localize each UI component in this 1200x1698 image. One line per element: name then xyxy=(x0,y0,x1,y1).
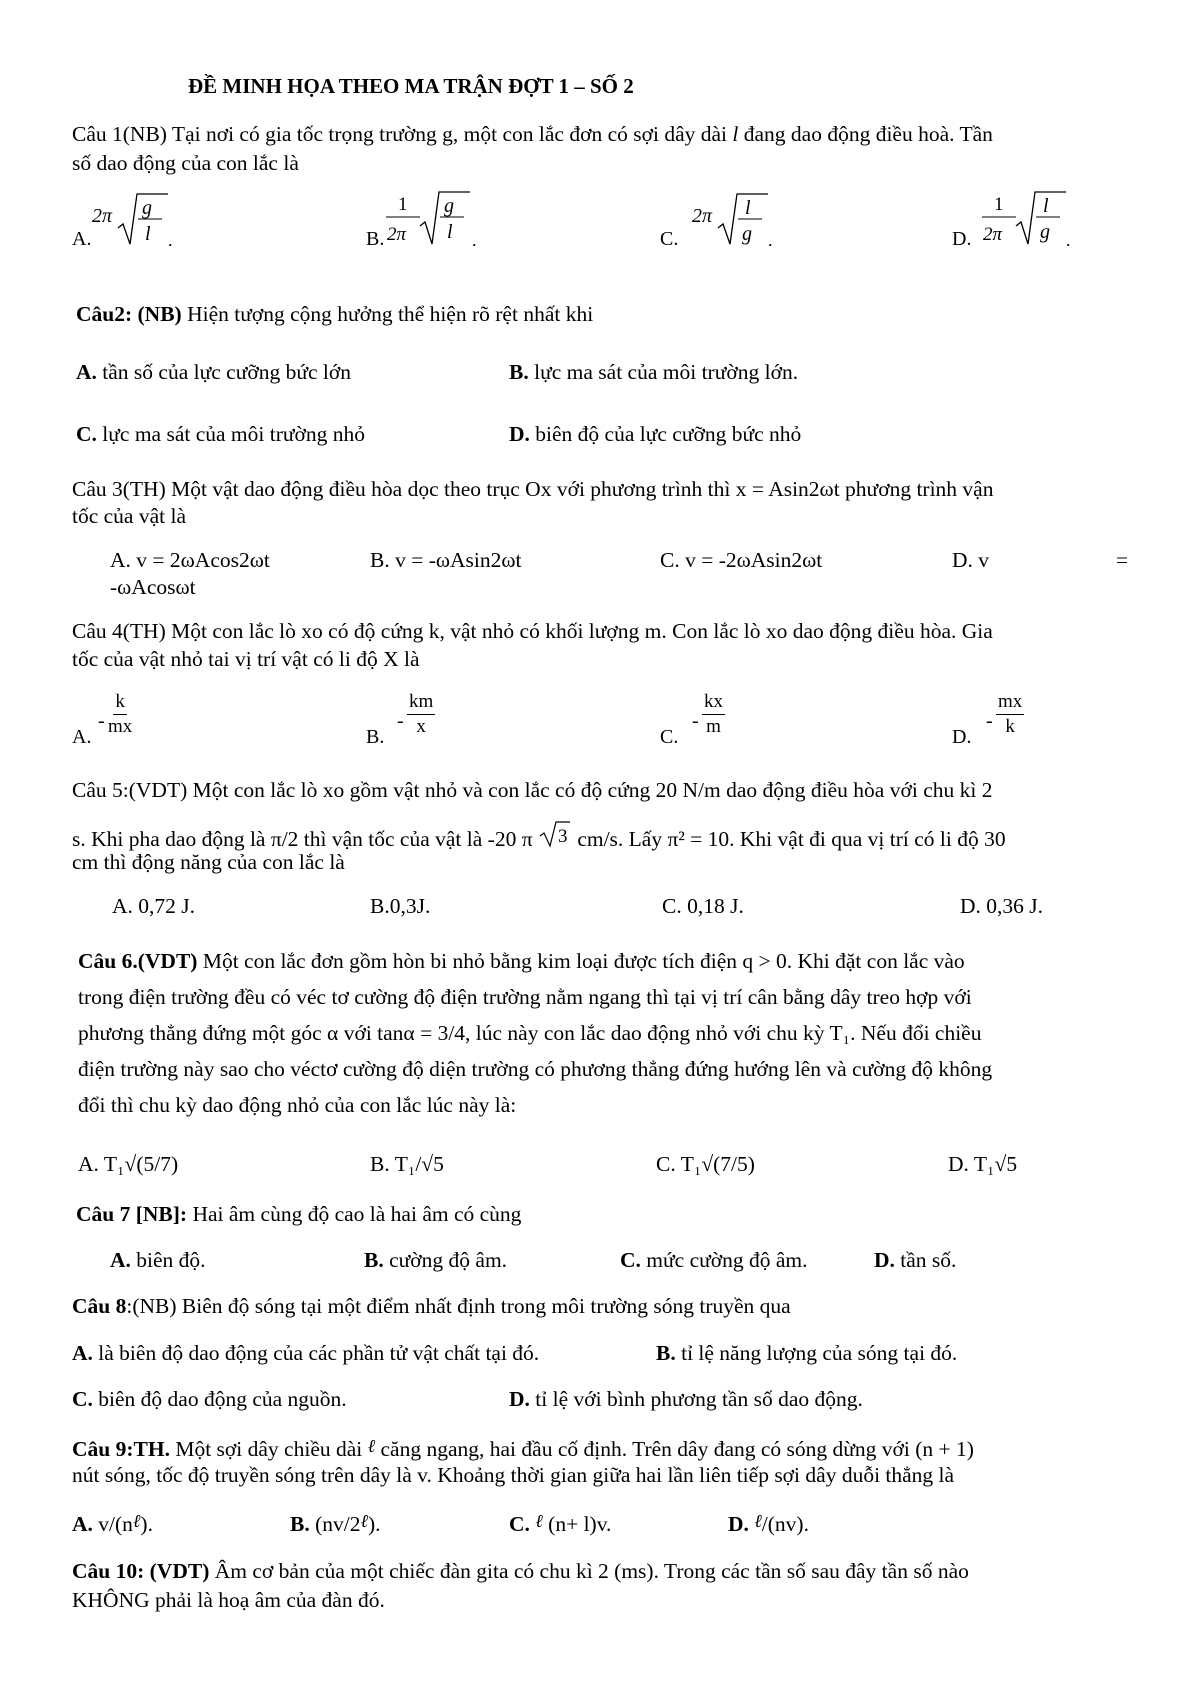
question-8 xyxy=(72,1292,791,1321)
q7-option-d[interactable] xyxy=(874,1246,956,1275)
sqrt-radicand: 3 xyxy=(557,826,568,847)
formula-one: 1 xyxy=(994,194,1004,215)
question-6-head: Câu 6.(VDT) xyxy=(78,949,198,973)
option-label: D. xyxy=(509,422,530,446)
question-9-head-cont: :TH. xyxy=(126,1437,170,1461)
q1-option-a[interactable] xyxy=(72,186,192,266)
variable-ell: ℓ xyxy=(367,1436,376,1456)
question-10-text: Âm cơ bản của một chiếc đàn gita có chu kì 2 (ms). Trong các tần số sau đây tần số nào xyxy=(214,1559,969,1583)
option-label: A. xyxy=(72,228,92,250)
denominator: mx xyxy=(108,716,133,737)
sqrt-3-symbol xyxy=(538,820,572,850)
q9-option-d[interactable] xyxy=(728,1507,809,1539)
minus-sign: - xyxy=(986,710,993,732)
option-text: (nv/2 xyxy=(315,1512,361,1536)
question-4-line-1: Câu 4(TH) Một con lắc lò xo có độ cứng k, vật nhỏ có khối lượng m. Con lắc lò xo dao động điều hòa. Gia xyxy=(72,619,993,643)
option-label: C. xyxy=(660,228,679,250)
fraction xyxy=(407,690,435,739)
option-text-cont: /(nv). xyxy=(761,1512,809,1536)
formula-2pi-sqrt-l-over-g xyxy=(690,186,790,256)
question-9-text-cont: căng ngang, hai đầu cố định. Trên dây đang có sóng dừng với (n + 1) xyxy=(380,1437,974,1461)
question-2 xyxy=(76,300,593,329)
q7-option-b[interactable] xyxy=(364,1246,507,1275)
q8-option-b[interactable] xyxy=(656,1339,957,1368)
q9-option-b[interactable] xyxy=(290,1507,381,1539)
question-9-head: Câu 9 xyxy=(72,1437,127,1461)
denominator: m xyxy=(706,716,721,737)
question-6-line-2: trong điện trường đều có véc tơ cường độ điện trường nằm ngang thì tại vị trí cân bằng dây treo hợp với xyxy=(78,985,972,1009)
formula-period: . xyxy=(472,230,477,250)
formula-1-over-2pi-sqrt-l-over-g xyxy=(980,186,1090,256)
option-text-cont: (n+ l)v. xyxy=(548,1512,612,1536)
question-7-text: Hai âm cùng độ cao là hai âm có cùng xyxy=(192,1202,522,1226)
option-label: A. xyxy=(72,726,92,748)
question-3-line-2: tốc của vật là xyxy=(72,504,187,528)
option-text: lực ma sát của môi trường nhỏ xyxy=(102,422,366,446)
q1-option-b[interactable] xyxy=(366,186,486,266)
formula-l: l xyxy=(1043,195,1049,217)
q3-option-a[interactable]: A. v = 2ωAcos2ωt xyxy=(110,548,270,572)
option-text: biên độ của lực cưỡng bức nhỏ xyxy=(535,422,802,446)
variable-ell: ℓ xyxy=(360,1511,368,1531)
option-text-cont: ). xyxy=(140,1512,153,1536)
option-text: cường độ âm. xyxy=(389,1248,508,1272)
formula-g: g xyxy=(444,195,454,217)
option-label: B. xyxy=(366,228,385,250)
q7-option-c[interactable] xyxy=(620,1246,808,1275)
question-2-text: Hiện tượng cộng hưởng thể hiện rõ rệt nhất khi xyxy=(187,302,594,326)
minus-sign: - xyxy=(98,710,105,732)
option-label: D. xyxy=(728,1512,749,1536)
denominator: x xyxy=(416,716,426,737)
q3-option-d-cont: -ωAcosωt xyxy=(110,575,196,599)
q2-option-b[interactable] xyxy=(509,358,798,387)
option-label: C. xyxy=(660,726,679,748)
q9-option-c[interactable] xyxy=(509,1507,611,1539)
question-7-head: Câu 7 [NB]: xyxy=(76,1202,188,1226)
question-10-head: Câu 10: (VDT) xyxy=(72,1559,210,1583)
q6-option-d[interactable]: D. T₁√5 xyxy=(948,1152,1018,1176)
q3-option-d[interactable]: D. v xyxy=(952,548,990,572)
fraction xyxy=(996,690,1024,739)
page-title: ĐỀ MINH HỌA THEO MA TRẬN ĐỢT 1 – SỐ 2 xyxy=(188,74,634,98)
numerator: kx xyxy=(702,690,725,715)
option-label: B. xyxy=(366,726,385,748)
formula-l: l xyxy=(145,223,151,245)
formula-2pi-sqrt-g-over-l xyxy=(90,186,190,256)
question-10-line-1 xyxy=(72,1557,969,1586)
numerator: k xyxy=(113,690,127,715)
question-4-line-2: tốc của vật nhỏ tai vị trí vật có li độ X là xyxy=(72,647,420,671)
question-5-line-1: Câu 5:(VDT) Một con lắc lò xo gồm vật nhỏ và con lắc có độ cứng 20 N/m dao động điều hòa với chu kì 2 xyxy=(72,778,993,802)
formula-two-pi: 2π xyxy=(692,205,713,227)
q1-option-c[interactable] xyxy=(660,186,780,266)
variable-l: l xyxy=(732,122,739,146)
question-9-line-1 xyxy=(72,1432,974,1464)
denominator: k xyxy=(1005,716,1015,737)
q3-option-c[interactable]: C. v = -2ωAsin2ωt xyxy=(660,548,823,572)
question-9-line-2: nút sóng, tốc độ truyền sóng trên dây là v. Khoảng thời gian giữa hai lần liên tiếp sợi dây duỗi thẳng là xyxy=(72,1463,955,1487)
question-10-line-2: KHÔNG phải là hoạ âm của đàn đó. xyxy=(72,1588,385,1612)
formula-g: g xyxy=(742,223,752,245)
q9-option-a[interactable] xyxy=(72,1507,153,1539)
q5-option-a[interactable]: A. 0,72 J. xyxy=(112,894,196,918)
question-8-head: Câu 8 xyxy=(72,1294,127,1318)
numerator: km xyxy=(407,690,435,715)
option-text: biên độ. xyxy=(136,1248,206,1272)
formula-period: . xyxy=(1066,230,1071,250)
option-label: C. xyxy=(72,1387,93,1411)
option-label: D. xyxy=(952,726,972,748)
option-label: A. xyxy=(110,1248,131,1272)
q5-option-b[interactable]: B.0,3J. xyxy=(370,894,431,918)
formula-l: l xyxy=(447,221,453,243)
formula-g: g xyxy=(142,197,152,219)
option-label: C. xyxy=(76,422,97,446)
option-label: D. xyxy=(952,228,972,250)
q8-option-d[interactable] xyxy=(509,1385,863,1414)
option-label: B. xyxy=(290,1512,310,1536)
question-8-text: :(NB) Biên độ sóng tại một điểm nhất định trong môi trường sóng truyền qua xyxy=(126,1294,791,1318)
question-1-text-cont: đang dao động điều hoà. Tần xyxy=(743,122,993,146)
question-6-text: Một con lắc đơn gồm hòn bi nhỏ bằng kim loại được tích điện q > 0. Khi đặt con lắc vào xyxy=(202,949,965,973)
option-label: C. xyxy=(509,1512,530,1536)
question-5-text: s. Khi pha dao động là π/2 thì vận tốc của vật là -20 π xyxy=(72,827,533,851)
fraction xyxy=(108,690,132,739)
minus-sign: - xyxy=(692,710,699,732)
option-label: B. xyxy=(656,1341,676,1365)
formula-period: . xyxy=(768,230,773,250)
q8-option-c[interactable] xyxy=(72,1385,347,1414)
q5-option-d[interactable]: D. 0,36 J. xyxy=(960,894,1044,918)
q6-option-a[interactable]: A. T₁√(5/7) xyxy=(78,1152,179,1176)
formula-two-pi: 2π xyxy=(387,224,407,245)
option-text: biên độ dao động của nguồn. xyxy=(98,1387,347,1411)
option-text: v/(n xyxy=(98,1512,133,1536)
option-label: D. xyxy=(874,1248,895,1272)
option-text: mức cường độ âm. xyxy=(646,1248,808,1272)
option-label: C. xyxy=(620,1248,641,1272)
option-text: tỉ lệ năng lượng của sóng tại đó. xyxy=(681,1341,958,1365)
question-6-line-4: điện trường này sao cho véctơ cường độ diện trường có phương thẳng đứng hướng lên và cường độ không xyxy=(78,1057,993,1081)
formula-g: g xyxy=(1040,221,1050,243)
question-7 xyxy=(76,1200,521,1229)
question-5-text-cont: cm/s. Lấy π² = 10. Khi vật đi qua vị trí có li độ 30 xyxy=(577,827,1006,851)
option-text: tần số của lực cưỡng bức lớn xyxy=(102,360,352,384)
variable-ell: ℓ xyxy=(132,1511,141,1531)
option-text: lực ma sát của môi trường lớn. xyxy=(534,360,799,384)
question-6-line-5: đổi thì chu kỳ dao động nhỏ của con lắc lúc này là: xyxy=(78,1093,517,1117)
q6-option-b[interactable]: B. T₁/√5 xyxy=(370,1152,444,1176)
option-text-cont: ). xyxy=(367,1512,381,1536)
q1-option-d[interactable] xyxy=(952,186,1082,266)
variable-ell: ℓ xyxy=(754,1511,762,1531)
option-label: B. xyxy=(509,360,529,384)
option-label: D. xyxy=(509,1387,530,1411)
q3-option-b[interactable]: B. v = -ωAsin2ωt xyxy=(370,548,522,572)
question-1-line-1 xyxy=(72,120,993,149)
option-label: A. xyxy=(72,1512,93,1536)
question-6 xyxy=(78,943,992,1123)
question-5-line-3: cm thì động năng của con lắc là xyxy=(72,850,345,874)
option-text: tỉ lệ với bình phương tần số dao động. xyxy=(535,1387,863,1411)
option-text: là biên độ dao động của các phần tử vật chất tại đó. xyxy=(98,1341,540,1365)
q2-option-c[interactable] xyxy=(76,420,365,449)
question-1-text: Câu 1(NB) Tại nơi có gia tốc trọng trường g, một con lắc đơn có sợi dây dài xyxy=(72,122,728,146)
formula-two-pi: 2π xyxy=(92,205,113,227)
option-text: tần số. xyxy=(900,1248,957,1272)
q2-option-a[interactable] xyxy=(76,358,351,387)
formula-l: l xyxy=(745,197,751,219)
q3-option-d-equals: = xyxy=(1116,548,1129,572)
question-1-line-2: số dao động của con lắc là xyxy=(72,151,299,175)
question-2-head: Câu2: (NB) xyxy=(76,302,182,326)
numerator: mx xyxy=(996,690,1024,715)
formula-period: . xyxy=(168,230,173,250)
fraction xyxy=(702,690,725,739)
q8-option-a[interactable] xyxy=(72,1339,539,1368)
q6-option-c[interactable]: C. T₁√(7/5) xyxy=(656,1152,755,1176)
question-9-text: Một sợi dây chiều dài xyxy=(175,1437,363,1461)
formula-one: 1 xyxy=(398,194,408,215)
q7-option-a[interactable] xyxy=(110,1246,206,1275)
option-label: A. xyxy=(72,1341,93,1365)
question-3-line-1: Câu 3(TH) Một vật dao động điều hòa dọc theo trục Ox với phương trình thì x = Asin2ωt phương trình vận xyxy=(72,477,994,501)
q5-option-c[interactable]: C. 0,18 J. xyxy=(662,894,744,918)
question-6-line-1 xyxy=(78,943,992,979)
minus-sign: - xyxy=(397,710,404,732)
formula-1-over-2pi-sqrt-g-over-l xyxy=(384,186,494,256)
option-label: B. xyxy=(364,1248,384,1272)
formula-two-pi: 2π xyxy=(983,224,1003,245)
question-6-line-3: phương thẳng đứng một góc α với tanα = 3/4, lúc này con lắc dao động nhỏ với chu kỳ T₁. Nếu đổi chiều xyxy=(78,1021,982,1045)
option-label: A. xyxy=(76,360,97,384)
q2-option-d[interactable] xyxy=(509,420,801,449)
variable-ell: ℓ xyxy=(535,1511,543,1531)
